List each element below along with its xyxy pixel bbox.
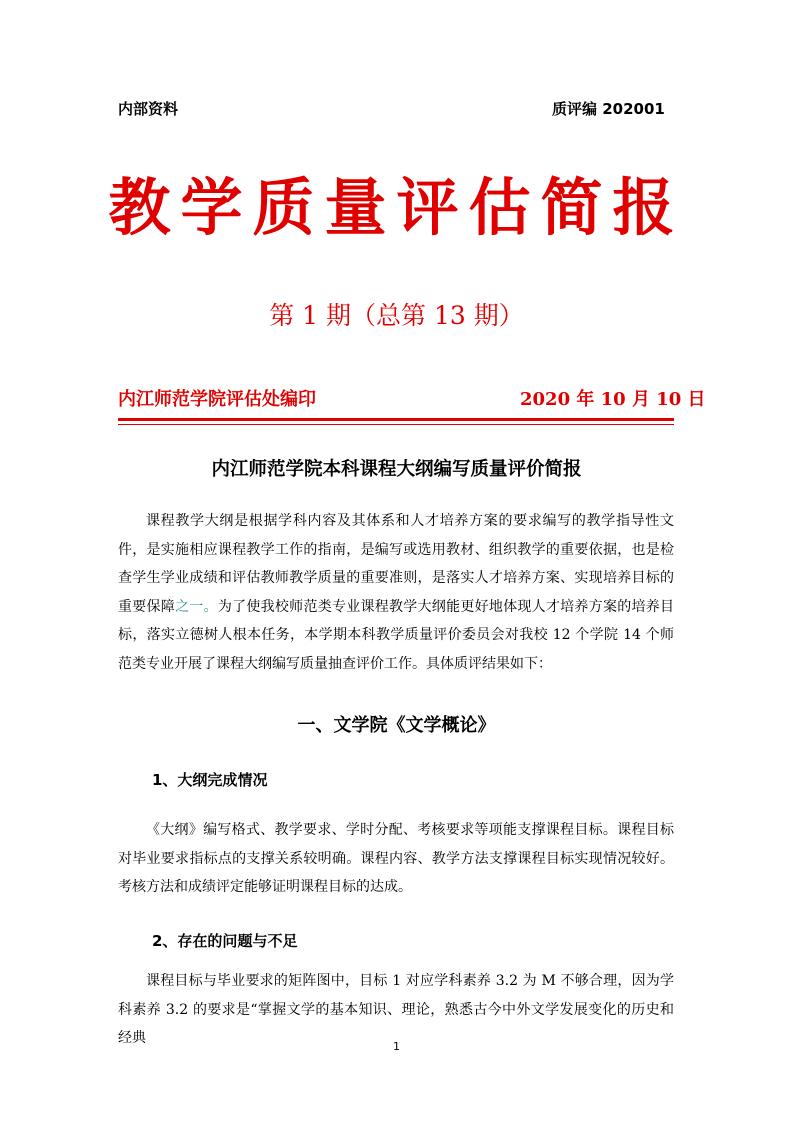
page-number: 1 [393,1040,400,1053]
intro-text-highlight: 之一。 [175,598,218,615]
header-classification: 内部资料 [118,100,179,118]
issue-number: 第 1 期（总第 13 期） [269,301,524,330]
article-title: 内江师范学院本科课程大纲编写质量评价简报 [211,459,582,480]
section-title: 一、文学院《文学概论》 [297,715,496,736]
header-serial-number: 质评编 202001 [552,100,665,118]
publish-date: 2020 年 10 月 10 日 [520,389,706,410]
subsection-title-completion: 1、大纲完成情况 [152,771,268,789]
masthead-title: 教学质量评估简报 [108,171,685,244]
intro-text-a: 课程教学大纲是根据学科内容及其体系和人才培养方案的要求编写的教学指导性文件，是实施相应课程教学工作的指南，是编写或选用教材、组织教学的重要依据，也是检查学生学业成绩和评估教师教学质量的重要准则，是落实人才培养方案、实现培养目标的重要保障 [118,513,674,615]
completion-paragraph: 《大纲》编写格式、教学要求、学时分配、考核要求等项能支撑课程目标。课程目标对毕业要求指标点的支撑关系较明确。课程内容、教学方法支撑课程目标实现情况较好。考核方法和成绩评定能够证明课程目标的达成。 [118,822,674,895]
masthead-divider-thick [118,418,674,421]
subsection-title-issues: 2、存在的问题与不足 [152,932,298,950]
masthead-divider-thin [118,424,674,425]
issues-paragraph: 课程目标与毕业要求的矩阵图中，目标 1 对应学科素养 3.2 为 M 不够合理，因为学科素养 3.2 的要求是“掌握文学的基本知识、理论，熟悉古今中外文学发展变化的历史和经典 [118,973,674,1046]
publisher-org: 内江师范学院评估处编印 [118,389,316,410]
intro-text-b: 为了使我校师范类专业课程教学大纲能更好地体现人才培养方案的培养目标，落实立德树人根本任务，本学期本科教学质量评价委员会对我校 12 个学院 14 个师范类专业开展了课程大纲编写质量抽查评价工作。具体质评结果如下： [118,598,675,672]
intro-paragraph [118,507,674,678]
